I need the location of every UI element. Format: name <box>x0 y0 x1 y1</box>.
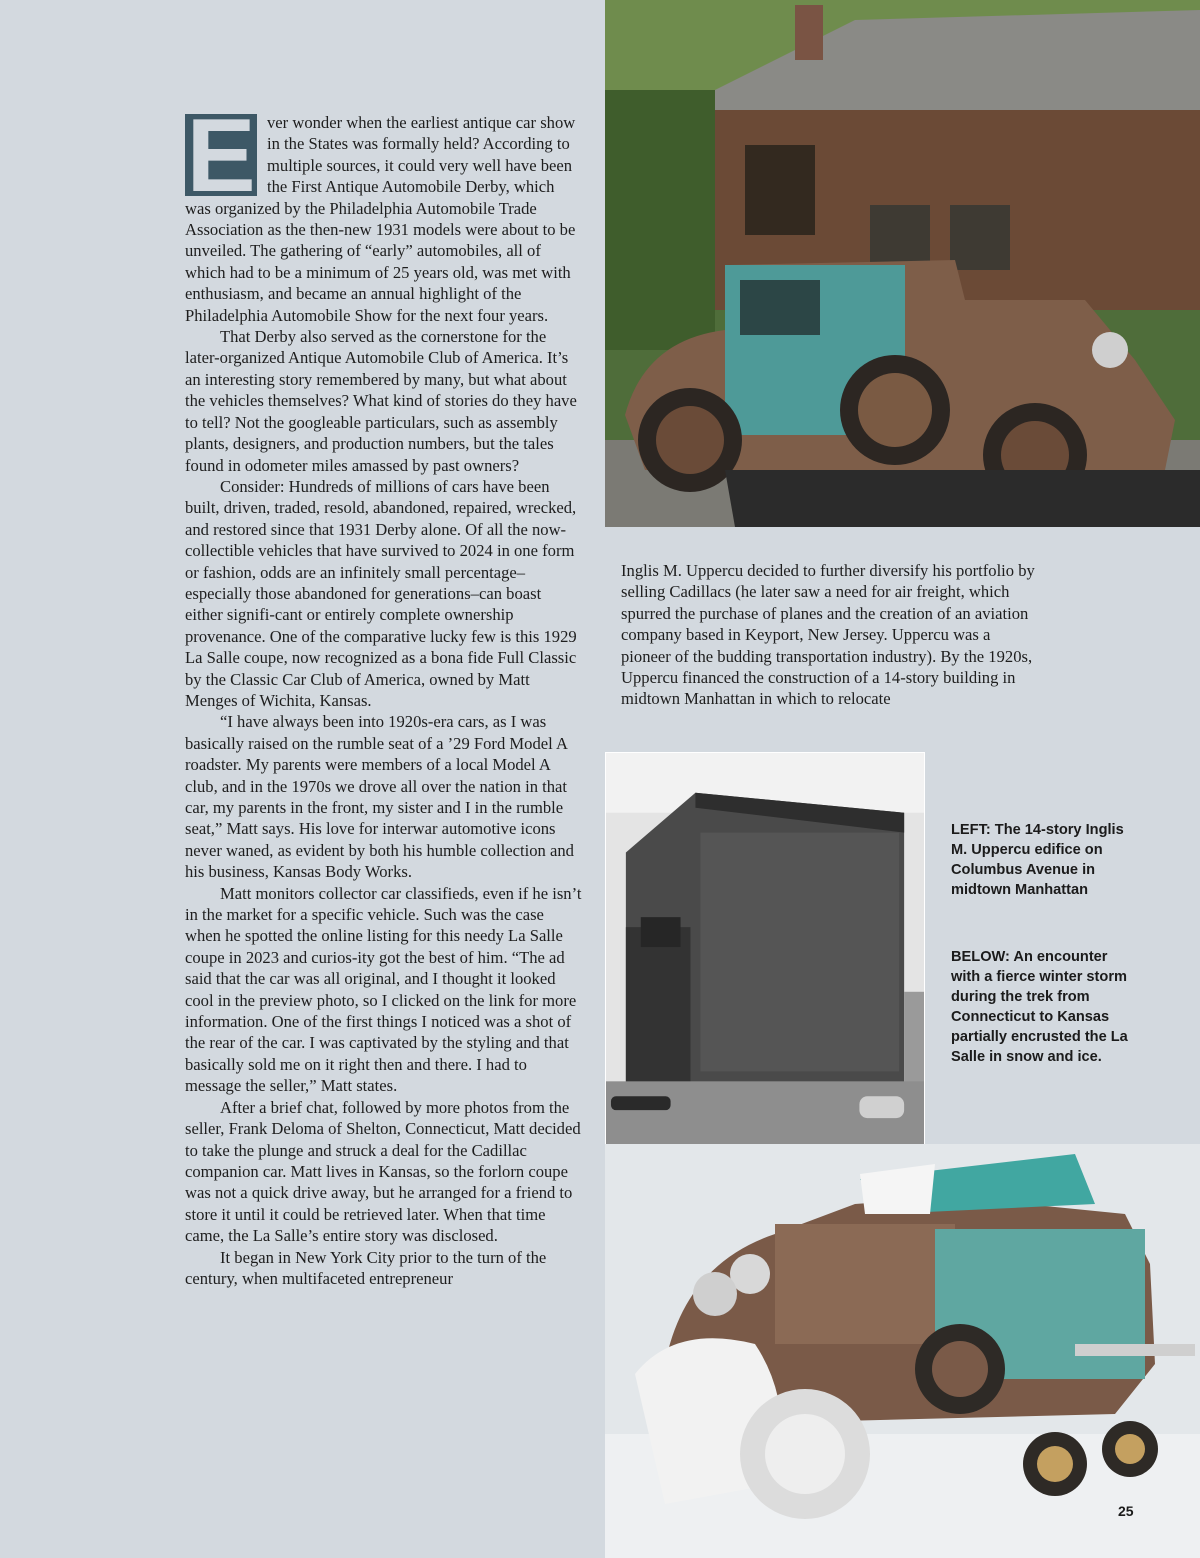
paragraph-5: Matt monitors collector car classifieds, even if he isn’t in the market for a specific vehicle. Such was the case when he spotted the online listing for this needy La Salle coupe in 2023 and curios-ity got the best of him. “The ad said that the car was all original, and I thought it looked cool in the preview photo, so I clicked on the link for more information. One of the first things I noticed was a shot of the rear of the car. I was captivated by the styling and that basically sold me on it right then and there. I had to message the seller,” Matt states. <box>185 883 582 1096</box>
paragraph-continued: Inglis M. Uppercu decided to further diversify his portfolio by selling Cadillacs (he later saw a need for air freight, which spurred the purchase of planes and the creation of an aviation company based in Keyport, New Jersey. Uppercu was a pioneer of the budding transportation industry). By the 1920s, Uppercu financed the construction of a 14-story building in midtown Manhattan in which to relocate <box>621 561 1035 709</box>
barn-coupe-photo <box>605 0 1200 527</box>
paragraph-2: That Derby also served as the cornerstone for the later-organized Antique Automobile Club of America. It’s an interesting story remembered by many, but what about the vehicles themselves? What kind of stories do they have to tell? Not the googleable particulars, such as assembly plants, designers, and production numbers, but the tales found in odometer miles amassed by past owners? <box>185 327 577 475</box>
article-column-right <box>621 560 1041 710</box>
paragraph-7: It began in New York City prior to the turn of the century, when multifaceted entrepreneur <box>185 1247 547 1288</box>
page-number: 25 <box>1118 1503 1134 1519</box>
uppercu-building-photo <box>605 752 925 1145</box>
paragraph-6: After a brief chat, followed by more photos from the seller, Frank Deloma of Shelton, Connecticut, Matt decided to take the plunge and struck a deal for the Cadillac companion car. Matt lives in Kansas, so the forlorn coupe was not a quick drive away, but he arranged for a friend to store it until it could be retrieved later. When that time came, the La Salle’s entire story was disclosed. <box>185 1097 581 1246</box>
drop-cap: E <box>186 98 256 214</box>
caption-left: LEFT: The 14-story Inglis M. Uppercu edifice on Columbus Avenue in midtown Manhattan <box>951 822 1124 898</box>
caption-below: BELOW: An encounter with a fierce winter storm during the trek from Connecticut to Kansas partially encrusted the La Salle in snow and ice. <box>951 949 1128 1065</box>
paragraph-4: “I have always been into 1920s-era cars, as I was basically raised on the rumble seat of a ’29 Ford Model A roadster. My parents were members of a local Model A club, and in the 1970s we drove all over the nation in that car, my parents in the front, my sister and I in the rumble seat,” Matt says. His love for interwar automotive icons never waned, as evident by both his humble collection and his business, Kansas Body Works. <box>185 712 574 882</box>
article-column-left <box>185 98 583 1289</box>
snow-coupe-photo <box>605 1144 1200 1558</box>
paragraph-3: Consider: Hundreds of millions of cars have been built, driven, traded, resold, abandoned, repaired, wrecked, and restored since that 1931 Derby alone. Of all the now-collectible vehicles that have survived to 2024 in one form or fashion, odds are an infinitely small percentage–especially those abandoned for generations–can boast either signifi-cant or entirely complete ownership provenance. One of the comparative lucky few is this 1929 La Salle coupe, now recognized as a bona fide Full Classic by the Classic Car Club of America, owned by Matt Menges of Wichita, Kansas. <box>185 476 577 710</box>
paragraph-1: E ver wonder when the earliest antique car show in the States was formally held? According to multiple sources, it could very well have been the First Antique Automobile Derby, which was organized by the Philadelphia Automobile Trade Association as the then-new 1931 models were about to be unveiled. The gathering of “early” automobiles, all of which had to be a minimum of 25 years old, was met with enthusiasm, and became an annual highlight of the Philadelphia Automobile Show for the next four years. <box>185 98 576 325</box>
